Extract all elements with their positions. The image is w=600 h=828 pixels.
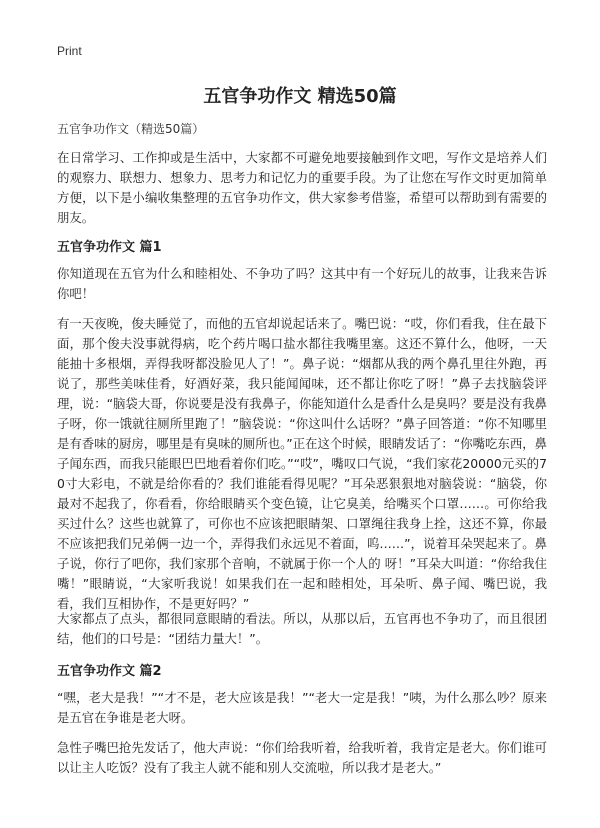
print-link[interactable]: Print [57, 44, 82, 58]
section-2-paragraph-1: “嘿，老大是我！”“才不是，老大应该是我！”“老大一定是我！”咦，为什么那么吵？原来是五官在争谁是老大呀。 [57, 690, 547, 725]
document-subtitle: 五官争功作文（精选50篇） [57, 122, 205, 136]
section-heading-2: 五官争功作文 篇2 [57, 664, 162, 679]
section-2-paragraph-2: 急性子嘴巴抢先发话了，他大声说：“你们给我听着，给我听着，我肯定是老大。你们谁可以让主人吃饭？没有了我主人就不能和别人交流啦，所以我才是老大。” [57, 740, 547, 775]
section-1-paragraph-1: 你知道现在五官为什么和睦相处、不争功了吗？这其中有一个好玩儿的故事，让我来告诉你吧！ [57, 266, 547, 301]
section-heading-1: 五官争功作文 篇1 [57, 240, 162, 255]
document-title: 五官争功作文 精选50篇 [203, 86, 397, 107]
section-1-paragraph-3: 大家都点了点头，都很同意眼睛的看法。所以，从那以后，五官再也不争功了，而且很团结，他们的口号是：“团结力量大！”。 [57, 611, 547, 646]
intro-paragraph: 在日常学习、工作抑或是生活中，大家都不可避免地要接触到作文吧，写作文是培养人们的观察力、联想力、想象力、思考力和记忆力的重要手段。为了让您在写作文时更加简单方便，以下是小编收集整理的五官争功作文，供大家参考借鉴，希望可以帮助到有需要的朋友。 [57, 150, 547, 225]
section-1-paragraph-2: 有一天夜晚，俊夫睡觉了，而他的五官却说起话来了。嘴巴说：“哎，你们看我，住在最下面，那个俊夫没事就得病，吃个药片喝口盐水都往我嘴里塞。这还不算什么，他呀，一天能抽十多根烟，弄得我呀都没脸见人了！”。鼻子说：“烟都从我的两个鼻孔里往外跑，再说了，那些美味佳肴，好酒好菜，我只能闻闻味，还不都让你吃了呀！”鼻子去找脑袋评理，说：“脑袋大哥，你说要是没有我鼻子，你能知道什么是香什么是臭吗？要是没有我鼻子呀，你一饿就往厕所里跑了！”脑袋说：“你这叫什么话呀？”鼻子回答道：“你不知哪里是有香味的厨房，哪里是有臭味的厕所也。”正在这个时候，眼睛发话了：“你嘴吃东西，鼻子闻东西，而我只能眼巴巴地看着你们吃。”“哎”，嘴叹口气说，“我们家花20000元买的70寸大彩电，不就是给你看的？我们谁能看得见呢？”耳朵恶狠狠地对脑袋说：“脑袋，你最对不起我了，你看看，你给眼睛买个变色镜，让它臭美，给嘴买个口罩……。可你给我买过什么？这些也就算了，可你也不应该把眼睛架、口罩绳往我身上拴，这还不算，你最不应该把我们兄弟俩一边一个，弄得我们永远见不着面，呜……”，说着耳朵哭起来了。鼻子说，你行了吧你，我们家那个音响，不就属于你一个人的 呀！”耳朵大叫道：“你给我住嘴！”眼睛说，“大家听我说！如果我们在一起和睦相处，耳朵听、鼻子闻、嘴巴说，我看，我们互相协作，不是更好吗？” [57, 316, 547, 611]
